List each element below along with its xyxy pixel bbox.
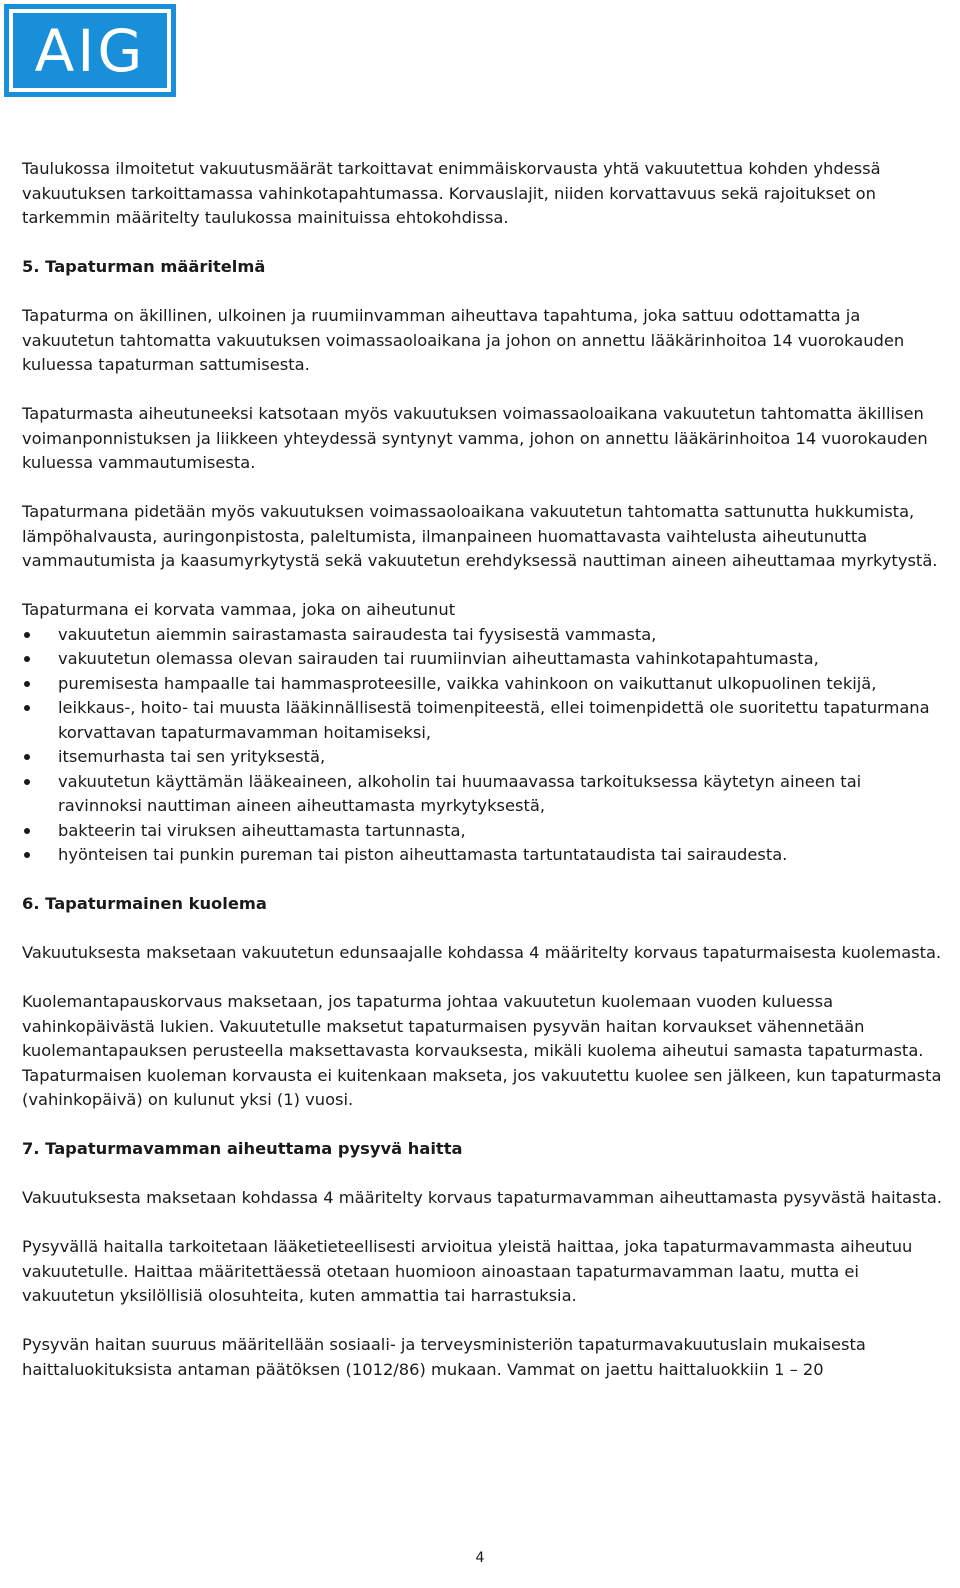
section-7-heading: 7. Tapaturmavamman aiheuttama pysyvä haitta <box>22 1139 463 1158</box>
list-item-text: hyönteisen tai punkin pureman tai piston aiheuttamasta tartuntataudista tai sairaudesta. <box>58 845 788 864</box>
section-5-paragraph-2: Tapaturmasta aiheutuneeksi katsotaan myös vakuutuksen voimassaoloaikana vakuutetun tahtomatta äkillisen voimanponnistuksen ja liikkeen yhteydessä syntynyt vamma, johon on annettu lääkärinhoitoa 14 vuorokauden kuluessa vammautumisesta. <box>22 404 928 472</box>
list-item <box>22 819 948 844</box>
document-body <box>22 157 948 1407</box>
list-item-text: vakuutetun aiemmin sairastamasta sairaudesta tai fyysisestä vammasta, <box>58 624 657 644</box>
section-7-paragraph-1: Vakuutuksesta maksetaan kohdassa 4 määritelty korvaus tapaturmavamman aiheuttamasta pysyvästä haitasta. <box>22 1188 943 1207</box>
list-item <box>22 843 948 868</box>
page-number: 4 <box>475 1550 485 1566</box>
list-item <box>22 770 948 819</box>
list-item <box>22 672 948 697</box>
intro-paragraph: Taulukossa ilmoitetut vakuutusmäärät tarkoittavat enimmäiskorvausta yhtä vakuutettua kohden yhdessä vakuutuksen tarkoittamassa vahinkotapahtumassa. Korvauslajit, niiden korvattavuus sekä rajoitukset on tarkemmin määritelty taulukossa mainituissa ehtokohdissa. <box>22 159 881 227</box>
list-item <box>22 647 948 672</box>
section-7-paragraph-3: Pysyvän haitan suuruus määritellään sosiaali- ja terveysministeriön tapaturmavakuutuslain mukaisesta haittaluokituksista antaman päätöksen (1012/86) mukaan. Vammat on jaettu haittaluokkiin 1 – 20 <box>22 1335 866 1379</box>
section-5-paragraph-1: Tapaturma on äkillinen, ulkoinen ja ruumiinvamman aiheuttava tapahtuma, joka sattuu odottamatta ja vakuutetun tahtomatta vakuutuksen voimassaoloaikana ja johon on annettu lääkärinhoitoa 14 vuorokauden kuluessa tapaturman sattumisesta. <box>22 306 905 374</box>
section-7-paragraph-2: Pysyvällä haitalla tarkoitetaan lääketieteellisesti arvioitua yleistä haittaa, joka tapaturmavammasta aiheutuu vakuutetulle. Haittaa määritettäessä otetaan huomioon ainoastaan tapaturmavamman laatu, mutta ei vakuutetun yksilöllisiä olosuhteita, kuten ammattia tai harrastuksia. <box>22 1237 913 1305</box>
list-item <box>22 623 948 648</box>
bullet-icon <box>24 754 30 760</box>
bullet-icon <box>24 681 30 687</box>
bullet-icon <box>24 828 30 834</box>
aig-logo-text: AIG <box>34 16 146 85</box>
list-item-text: puremisesta hampaalle tai hammasproteesille, vaikka vahinkoon on vaikuttanut ulkopuolinen tekijä, <box>58 673 877 693</box>
bullet-icon <box>24 852 30 858</box>
bullet-icon <box>24 705 30 711</box>
list-item <box>22 745 948 770</box>
exclusions-intro: Tapaturmana ei korvata vammaa, joka on aiheutunut <box>22 600 456 619</box>
section-5-heading: 5. Tapaturman määritelmä <box>22 257 266 276</box>
section-6-paragraph-1: Vakuutuksesta maksetaan vakuutetun edunsaajalle kohdassa 4 määritelty korvaus tapaturmaisesta kuolemasta. <box>22 943 942 962</box>
section-5-paragraph-3: Tapaturmana pidetään myös vakuutuksen voimassaoloaikana vakuutetun tahtomatta sattunutta hukkumista, lämpöhalvausta, auringonpistosta, paleltumista, ilmanpaineen huomattavasta vaihtelusta aiheutunutta vammautumista ja kaasumyrkytystä sekä vakuutetun erehdyksessä nauttiman aineen aiheuttamaa myrkytystä. <box>22 502 938 570</box>
bullet-icon <box>24 632 30 638</box>
aig-logo <box>4 4 176 97</box>
section-6-heading: 6. Tapaturmainen kuolema <box>22 894 267 913</box>
list-item-text: bakteerin tai viruksen aiheuttamasta tartunnasta, <box>58 820 466 840</box>
bullet-icon <box>24 656 30 662</box>
exclusions-list <box>22 623 948 868</box>
aig-logo-box <box>13 13 167 88</box>
bullet-icon <box>24 779 30 785</box>
list-item-text: itsemurhasta tai sen yrityksestä, <box>58 747 326 766</box>
list-item <box>22 696 948 745</box>
list-item-text: vakuutetun käyttämän lääkeaineen, alkoholin tai huumaavassa tarkoituksessa käytetyn aineen tai ravinnoksi nauttiman aineen aiheuttamasta myrkytyksestä, <box>58 771 862 815</box>
list-item-text: vakuutetun olemassa olevan sairauden tai ruumiinvian aiheuttamasta vahinkotapahtumasta, <box>58 649 819 668</box>
section-6-paragraph-2: Kuolemantapauskorvaus maksetaan, jos tapaturma johtaa vakuutetun kuolemaan vuoden kuluessa vahinkopäivästä lukien. Vakuutetulle maksetut tapaturmaisen pysyvän haitan korvaukset vähennetään kuolemantapauksen perusteella maksettavasta korvauksesta, mikäli kuolema aiheutui samasta tapaturmasta. Tapaturmaisen kuoleman korvausta ei kuitenkaan makseta, jos vakuutettu kuolee sen jälkeen, kun tapaturmasta (vahinkopäivä) on kulunut yksi (1) vuosi. <box>22 992 942 1109</box>
list-item-text: leikkaus-, hoito- tai muusta lääkinnällisestä toimenpiteestä, ellei toimenpidettä ole suoritettu tapaturmana korvattavan tapaturmavamman hoitamiseksi, <box>58 698 930 742</box>
